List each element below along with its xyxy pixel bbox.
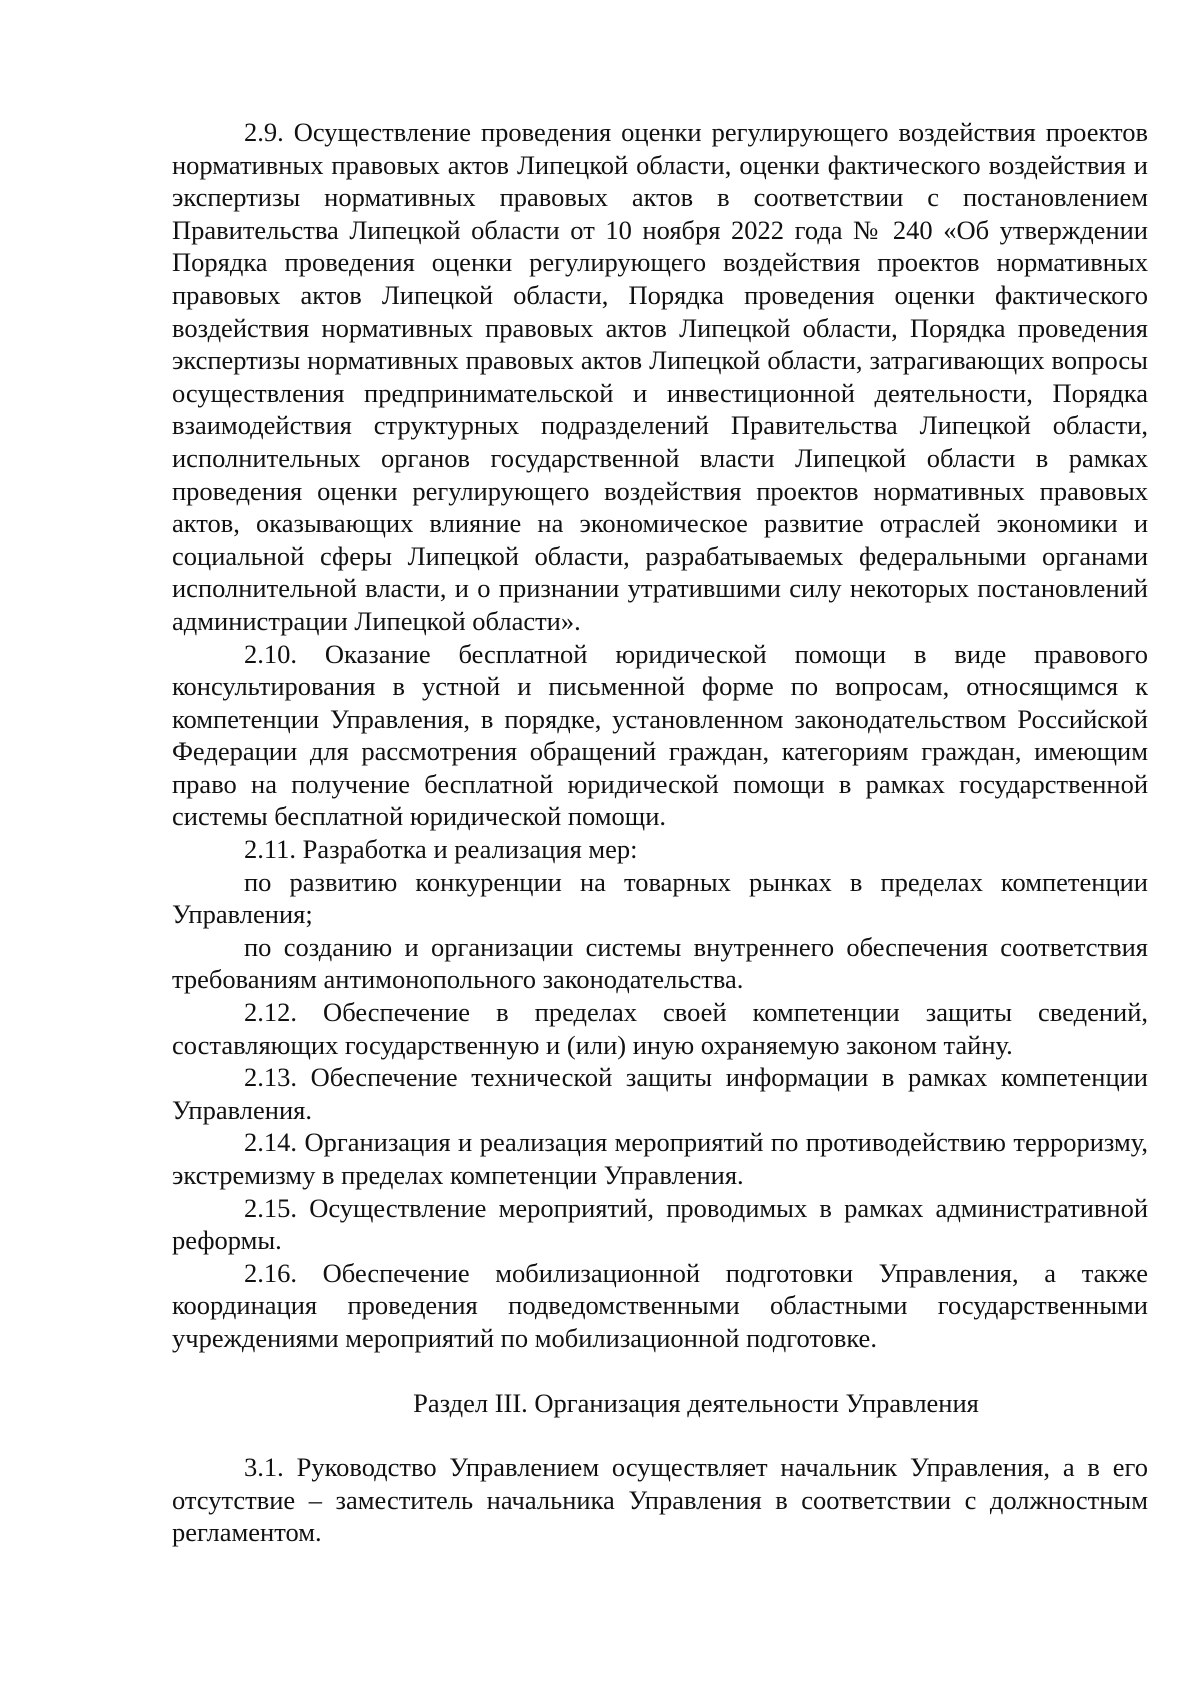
- paragraph-2-16: 2.16. Обеспечение мобилизационной подготовки Управления, а также координация проведения подведомственными областными государственными учреждениями мероприятий по мобилизационной подготовке.: [172, 1257, 1148, 1353]
- paragraph-2-15: 2.15. Осуществление мероприятий, проводимых в рамках административной реформы.: [172, 1192, 1148, 1256]
- paragraph-2-13: 2.13. Обеспечение технической защиты информации в рамках компетенции Управления.: [172, 1062, 1148, 1125]
- paragraph-2-11-item-competition: по развитию конкуренции на товарных рынках в пределах компетенции Управления;: [172, 866, 1148, 930]
- paragraph-2-10: 2.10. Оказание бесплатной юридической помощи в виде правового консультирования в устной и письменной форме по вопросам, относящимся к компетенции Управления, в порядке, установленном законодательством Российской Федерации для рассмотрения обращений граждан, категориям граждан, имеющим право на получение бесплатной юридической помощи в рамках государственной системы бесплатной юридической помощи.: [172, 638, 1148, 832]
- paragraph-2-9: 2.9. Осуществление проведения оценки регулирующего воздействия проектов нормативных правовых актов Липецкой области, оценки фактического воздействия и экспертизы нормативных правовых актов в соответствии с постановлением Правительства Липецкой области от 10 ноября 2022 года № 240 «Об утверждении Порядка проведения оценки регулирующего воздействия проектов нормативных правовых актов Липецкой области, Порядка проведения оценки фактического воздействия нормативных правовых актов Липецкой области, Порядка проведения экспертизы нормативных правовых актов Липецкой области, затрагивающих вопросы осуществления предпринимательской и инвестиционной деятельности, Порядка взаимодействия структурных подразделений Правительства Липецкой области, исполнительных органов государственной власти Липецкой области в рамках проведения оценки регулирующего воздействия проектов нормативных правовых актов, оказывающих влияние на экономическое развитие отраслей экономики и социальной сферы Липецкой области, разрабатываемых федеральными органами исполнительной власти, и о признании утратившими силу некоторых постановлений администрации Липецкой области».: [172, 117, 1148, 636]
- section-heading: Раздел III. Организация деятельности Управления: [413, 1387, 979, 1418]
- document-body: [172, 116, 1148, 1549]
- paragraph-2-12: 2.12. Обеспечение в пределах своей компетенции защиты сведений, составляющих государственную и (или) иную охраняемую законом тайну.: [172, 997, 1148, 1060]
- paragraph-2-11: 2.11. Разработка и реализация мер:: [244, 834, 638, 865]
- paragraph-2-14: 2.14. Организация и реализация мероприятий по противодействию терроризму, экстремизму в пределах компетенции Управления.: [172, 1127, 1148, 1190]
- paragraph-3-1: 3.1. Руководство Управлением осуществляет начальник Управления, а в его отсутствие – заместитель начальника Управления в соответствии с должностным регламентом.: [172, 1452, 1148, 1548]
- paragraph-2-11-item-antimonopoly: по созданию и организации системы внутреннего обеспечения соответствия требованиям антимонопольного законодательства.: [172, 931, 1148, 995]
